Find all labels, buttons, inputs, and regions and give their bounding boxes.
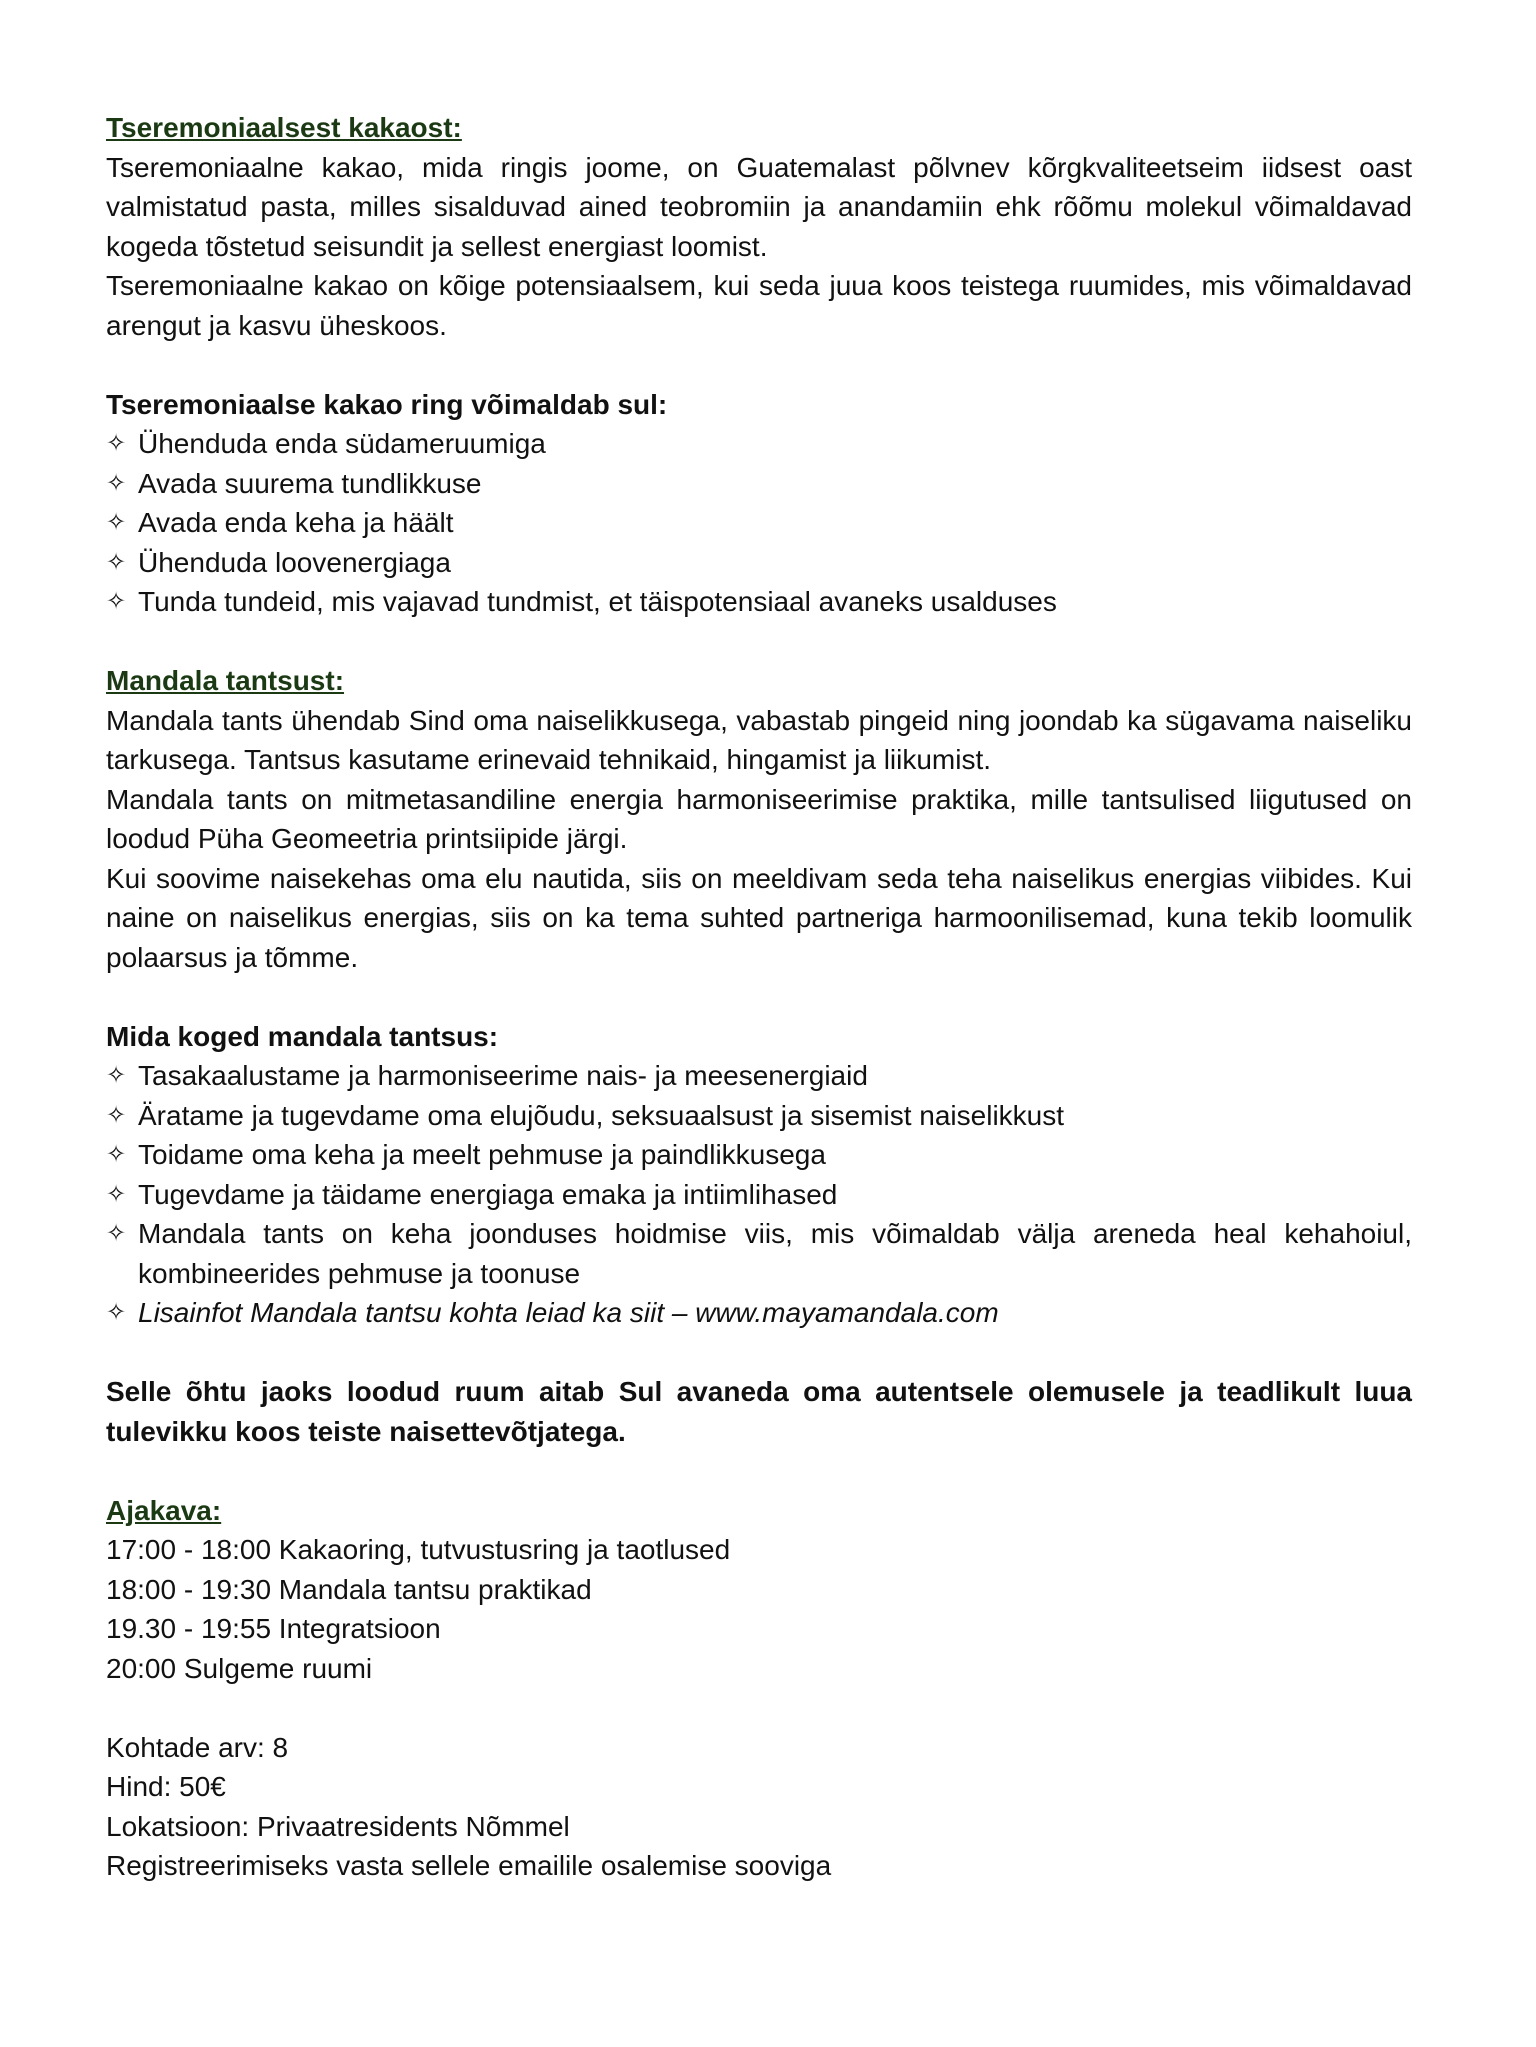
mandala-heading: Mandala tantsust:	[106, 665, 345, 696]
schedule-item: 19.30 - 19:55 Integratsioon	[106, 1613, 441, 1644]
spacer	[106, 1333, 1412, 1373]
list-item: ✧ Ühenduda enda südameruumiga	[106, 424, 1412, 464]
list-item: ✧ Tasakaalustame ja harmoniseerime nais- ja meesenergiaid	[106, 1056, 1412, 1096]
cacao-paragraph-1: Tseremoniaalne kakao, mida ringis joome, on Guatemalast põlvnev kõrgkvaliteetseim iidsest oast valmistatud pasta, milles sisalduvad ained teobromiin ja anandamiin ehk rõõmu molekul võimaldavad kogeda tõstetud seisundit ja sellest energiast loomist.	[106, 151, 1412, 262]
info-link-item	[106, 1293, 1412, 1333]
seats-info: Kohtade arv: 8	[106, 1731, 289, 1763]
list-item: ✧ Mandala tants on keha joonduses hoidmise viis, mis võimaldab välja areneda heal kehahoiul, kombineerides pehmuse ja toonuse	[106, 1214, 1412, 1293]
schedule-item: 18:00 - 19:30 Mandala tantsu praktikad	[106, 1573, 592, 1605]
mandala-paragraph-1: Mandala tants ühendab Sind oma naiselikkusega, vabastab pingeid ning joondab ka sügavama naiseliku tarkusega. Tantsus kasutame erinevaid tehnikaid, hingamist ja liikumist.	[106, 704, 1412, 775]
registration-info: Registreerimiseks vasta sellele emailile osalemise sooviga	[106, 1850, 832, 1881]
sparkle-icon: ✧	[106, 1100, 127, 1129]
cacao-benefits-list	[106, 424, 1412, 622]
sparkle-icon: ✧	[106, 508, 127, 536]
price-info: Hind: 50€	[106, 1771, 226, 1802]
schedule-item: 17:00 - 18:00 Kakaoring, tutvustusring ja taotlused	[106, 1534, 731, 1565]
sparkle-icon: ✧	[106, 1219, 127, 1247]
sparkle-icon: ✧	[106, 468, 127, 497]
spacer	[106, 622, 1412, 662]
list-item: ✧ Äratame ja tugevdame oma elujõudu, seksuaalsust ja sisemist naiselikkust	[106, 1096, 1412, 1136]
list-item: ✧ Tunda tundeid, mis vajavad tundmist, et täispotensiaal avaneks usalduses	[106, 582, 1412, 622]
list-item: ✧ Toidame oma keha ja meelt pehmuse ja paindlikkusega	[106, 1135, 1412, 1175]
sparkle-icon: ✧	[106, 1179, 127, 1208]
sparkle-icon: ✧	[106, 1061, 127, 1089]
sparkle-icon: ✧	[106, 587, 127, 615]
cacao-paragraph-2: Tseremoniaalne kakao on kõige potensiaalsem, kui seda juua koos teistega ruumides, mis võimaldavad arengut ja kasvu üheskoos.	[106, 270, 1412, 341]
list-item: ✧ Avada suurema tundlikkuse	[106, 464, 1412, 504]
spacer	[106, 1451, 1412, 1491]
list-item: ✧ Tugevdame ja täidame energiaga emaka ja intiimlihased	[106, 1175, 1412, 1215]
document-page	[106, 108, 1412, 1886]
sparkle-icon: ✧	[106, 1298, 127, 1326]
mandala-paragraph-3: Kui soovime naisekehas oma elu nautida, siis on meeldivam seda teha naiselikus energias viibides. Kui naine on naiselikus energias, siis on ka tema suhted partneriga harmoonilisemad, kuna tekib loomulik polaarsus ja tõmme.	[106, 862, 1412, 973]
list-item: ✧ Avada enda keha ja häält	[106, 503, 1412, 543]
spacer	[106, 345, 1412, 385]
mandala-paragraph-2: Mandala tants on mitmetasandiline energia harmoniseerimise praktika, mille tantsulised liigutused on loodud Püha Geomeetria printsiipide järgi.	[106, 783, 1412, 854]
location-info: Lokatsioon: Privaatresidents Nõmmel	[106, 1810, 570, 1842]
list-item: ✧ Ühenduda loovenergiaga	[106, 543, 1412, 583]
mandala-experience-heading: Mida koged mandala tantsus:	[106, 1020, 499, 1052]
cacao-heading: Tseremoniaalsest kakaost:	[106, 112, 462, 143]
mandala-experience-list	[106, 1056, 1412, 1333]
cacao-benefits-heading: Tseremoniaalse kakao ring võimaldab sul:	[106, 388, 668, 420]
sparkle-icon: ✧	[106, 429, 127, 457]
info-link-text[interactable]: Lisainfot Mandala tantsu kohta leiad ka siit – www.mayamandala.com	[138, 1297, 999, 1328]
spacer	[106, 977, 1412, 1017]
spacer	[106, 1688, 1412, 1728]
schedule-item: 20:00 Sulgeme ruumi	[106, 1652, 373, 1684]
sparkle-icon: ✧	[106, 547, 127, 576]
sparkle-icon: ✧	[106, 1140, 127, 1168]
schedule-heading: Ajakava:	[106, 1494, 222, 1526]
closing-statement: Selle õhtu jaoks loodud ruum aitab Sul avaneda oma autentsele olemusele ja teadlikult luua tulevikku koos teiste naisettevõtjatega.	[106, 1376, 1412, 1447]
